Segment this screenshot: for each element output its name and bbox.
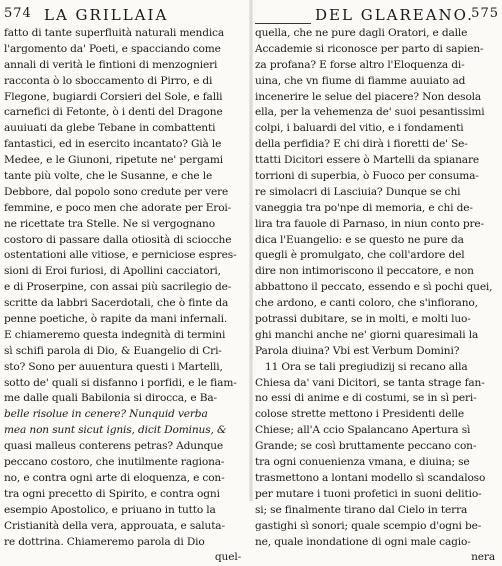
text-line: ne, quale inondatione di ogni male cagio- <box>255 535 471 548</box>
right-running-title: DEL GLAREANO. <box>315 6 474 24</box>
text-line: e di Proserpine, con assai più sacrilegio de- <box>4 281 232 294</box>
text-line: re dottrina. Chiameremo parola di Dio <box>4 535 205 548</box>
text-line: si; se finalmente tirano dal Cielo in terra <box>255 503 468 516</box>
text-line: quegli è promulgato, che coll'ardore del <box>255 249 465 262</box>
text-line: trasmettono a lontani modello sì scandaloso <box>255 471 486 484</box>
text-line: tra ogni conuenienza vmana, e diuina; se <box>255 456 470 469</box>
text-line: per mutare i tuoni profetici in suoni delitio- <box>255 487 482 500</box>
text-line: Accademie si riconosce per parto di sapien- <box>255 42 484 55</box>
text-line: vaneggia tra po'npe di memoria, e chi de- <box>255 201 473 214</box>
paragraph-start-line: 11 Ora se tali pregiudizij si recano alla <box>265 360 468 373</box>
text-line: sioni di Eroi furiosi, di Apollini cacciatori, <box>4 265 221 278</box>
text-line: l'argomento da' Poeti, e spacciando come <box>4 42 221 55</box>
text-line: annali di verità le fintioni di menzognieri <box>4 58 218 71</box>
text-line: carnefici di Fetonte, ò i denti del Dragone <box>4 106 223 119</box>
text-line: fantastici, ed in esercito incantato? Già le <box>4 138 222 151</box>
text-line: colose strette mettono i Presidenti delle <box>255 408 464 421</box>
text-line: E chiameremo questa indegnità di termini <box>4 328 226 341</box>
text-line: za profana? E forse altro l'Eloquenza di- <box>255 58 465 71</box>
text-line: racconta ò lo sboccamento di Pirro, e di <box>4 74 213 87</box>
text-line: ttatti Dicitori essere ò Martelli da spianare <box>255 154 480 167</box>
catchword: quel- <box>214 551 241 564</box>
left-page-text <box>4 26 245 566</box>
header-rule <box>255 6 311 24</box>
text-line: costoro di passare dalla otiosità di sciocche <box>4 233 232 246</box>
text-line: peccano costoro, che inutilmente ragiona- <box>4 456 225 469</box>
right-running-head <box>255 6 499 26</box>
text-line: no, e contra ogni arte di eloquenza, e con- <box>4 471 225 484</box>
text-line-latin: belle risolue in cenere? Nunquid verba <box>4 408 208 421</box>
text-line: uina, che vn fiume di fiamme auuiato ad <box>255 74 466 87</box>
text-line: fatto di tante superfluità naturali mendica <box>4 27 225 39</box>
catchword: nera <box>471 551 495 564</box>
left-page-number: 574 <box>4 6 32 21</box>
text-line: tante più volte, che le Susanne, e che le <box>4 170 213 183</box>
text-line: potrassi dubitare, se in molti, e molti luo- <box>255 313 471 326</box>
text-line: Cristianità della vera, approuata, e saluta- <box>4 519 225 532</box>
text-line: dire non intimoriscono il peccatore, e non <box>255 265 474 278</box>
text-line: no essi di anime e di costumi, se in sì peri- <box>255 392 477 405</box>
left-running-head <box>4 6 244 26</box>
text-line: della perfidia? E chi dirà i fioretti de' Se- <box>255 138 468 151</box>
text-line: Grande; se così bruttamente peccano con- <box>255 440 477 453</box>
text-line: ne ricettate tra Stelle. Ne si vergognano <box>4 217 215 230</box>
text-line: auuiuati da glebe Tebane in combattenti <box>4 122 216 135</box>
text-line: gastighi sì sonori; quale scempio d'ogni be- <box>255 519 482 532</box>
text-line: ghi manchi anche ne' giorni quaresimali la <box>255 328 479 341</box>
text-line: lira tra fauole di Parnaso, in niun conto pre- <box>255 217 484 230</box>
text-line: colpi, i baluardi del vitio, e i fondamenti <box>255 122 464 135</box>
text-line: Flegone, bugiardi Corsieri del Sole, e falli <box>4 90 223 103</box>
left-page <box>0 0 249 564</box>
text-line: tra ogni precetto di Spirito, e contra ogni <box>4 487 220 500</box>
text-line: ostentationi alle vitiose, e perniciose espres- <box>4 249 237 262</box>
text-line: Chiesa da' vani Dicitori, se tanta strage fan- <box>255 376 485 389</box>
text-line: femmine, e poco men che adorate per Eroi- <box>4 201 232 214</box>
text-line: abbattono il peccato, essendo e sì pochi quei, <box>255 281 493 294</box>
text-line: quasi malleus conterens petras? Adunque <box>4 440 224 453</box>
text-line: Parola diuina? Vbi est Verbum Domini? <box>255 344 460 357</box>
text-line: incenerire le selue del piacere? Non desola <box>255 90 482 103</box>
text-line: che ardono, e canti coloro, che s'infiorano, <box>255 297 478 310</box>
text-line: ella, per la vehemenza de' suoi pesantissimi <box>255 106 485 119</box>
text-line-latin: mea non sunt sicut ignis, dicit Dominus, & <box>4 424 227 437</box>
text-line: sotto de' quali si disfanno i porfidi, e le fiam- <box>4 376 237 389</box>
text-line: sì schifi parola di Dio, & Euangelio di Cri- <box>4 344 222 357</box>
left-running-title: LA GRILLAIA <box>44 6 169 24</box>
right-page <box>253 0 502 564</box>
text-line: Medee, e le Giunoni, ripetute ne' pergami <box>4 154 223 167</box>
right-page-number: 575 <box>471 6 499 21</box>
text-line: penne poetiche, ò rapite da mani infernali. <box>4 313 228 326</box>
text-line: re simolacri di Lasciuia? Dunque se chi <box>255 185 461 198</box>
text-line: torrioni di superbia, ò Fuoco per consuma- <box>255 170 479 183</box>
text-line: esempio Apostolico, e priuano in tutto la <box>4 503 216 516</box>
right-page-text <box>255 26 499 566</box>
text-line: Chiese; all'A ccio Spalancano Apertura sì <box>255 424 471 437</box>
text-line: sto? Sono per auuentura questi i Martelli, <box>4 360 223 373</box>
text-line: me dalle quali Babilonia si dirocca, e Ba- <box>4 392 217 405</box>
text-line: scritte da labbri Sacerdotali, che ò finte da <box>4 297 229 310</box>
text-line: quella, che ne pure dagli Oratori, e dalle <box>255 27 468 39</box>
text-line: dica l'Euangelio: e se questo ne pure da <box>255 233 464 246</box>
text-line: Debbore, dal popolo sono credute per vere <box>4 185 229 198</box>
